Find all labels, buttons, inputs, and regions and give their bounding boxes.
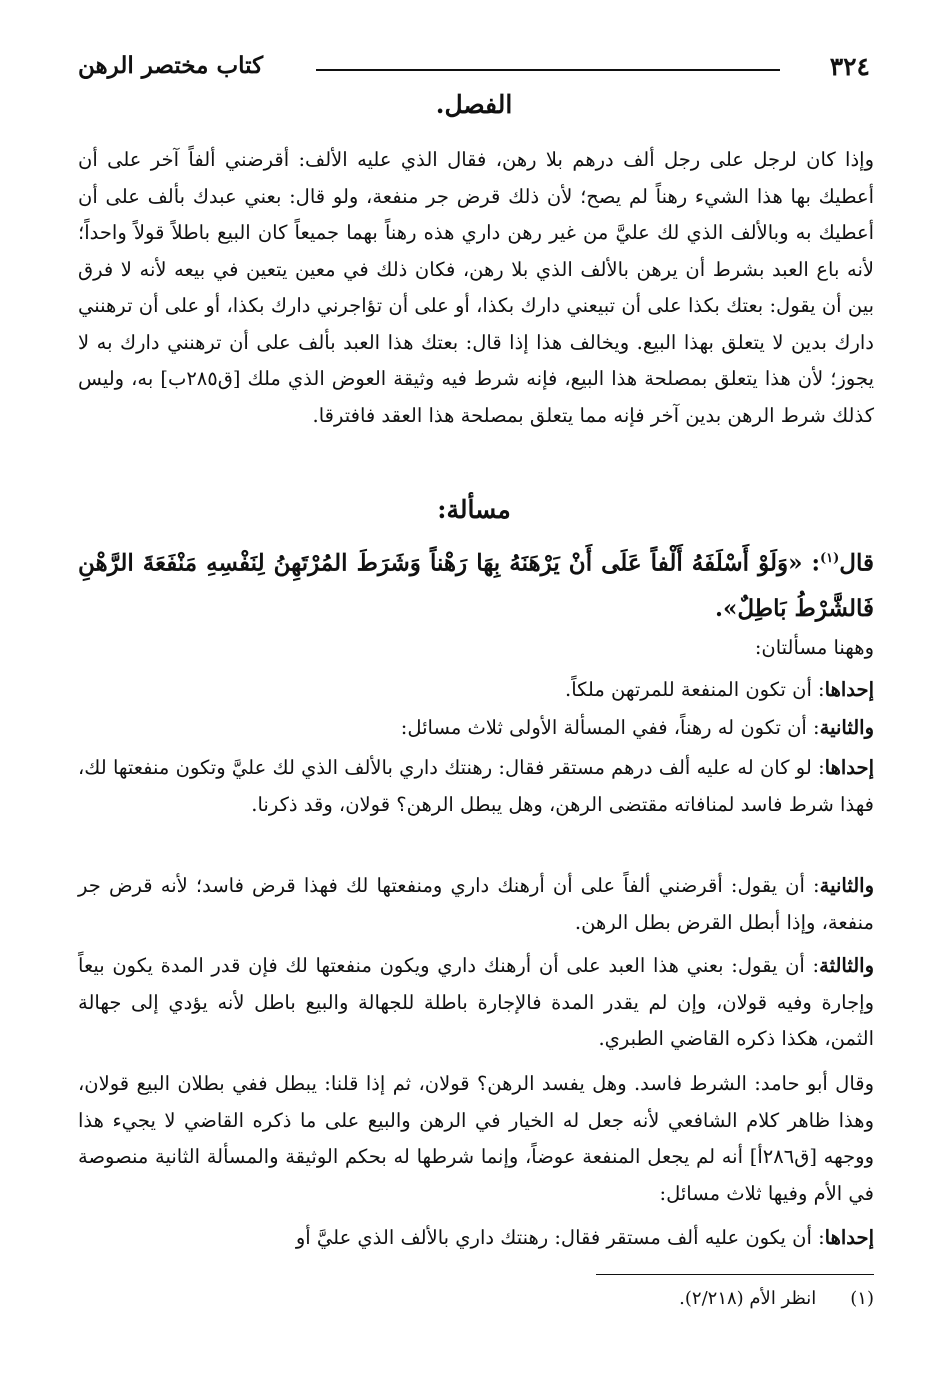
quote-said: قال — [839, 549, 875, 577]
first-case-paragraph — [78, 750, 874, 823]
third-case-paragraph — [78, 948, 874, 1058]
second-case-text: : أن يقول: أقرضني ألفاً على أن أرهنك داري ومنفعتها لك فهذا قرض فاسد؛ لأنه قرض جر منفعة، وإذا أبطل القرض بطل الرهن. — [78, 874, 874, 934]
footnote-rule — [596, 1274, 874, 1275]
two-issues-intro: وههنا مسألتان: — [754, 636, 874, 659]
book-title: كتاب مختصر الرهن — [78, 52, 264, 79]
third-case-text: : أن يقول: بعني هذا العبد على أن أرهنك داري ويكون منفعتها لك فإن قدر المدة يكون بيعاً وإجارة وفيه قولان، وإن لم يقدر المدة فالإجارة باطلة للجهالة والبيع باطل لأنه يؤدي إلى جهالة الثمن، هكذا ذكره القاضي الطبري. — [78, 954, 874, 1050]
footnote — [274, 1288, 874, 1309]
intro-paragraph: وإذا كان لرجل على رجل ألف درهم بلا رهن، فقال الذي عليه الألف: أقرضني ألفاً آخر على أن أعطيك بها هذا الشيء رهناً لم يصح؛ لأن ذلك قرض جر منفعة، ولو قال: بعني عبدك بألف على أن أعطيك به وبالألف الذي لك عليَّ من غير رهن داري هذه رهناً بهما جميعاً كان البيع باطلاً قولاً واحداً؛ لأنه باع العبد بشرط أن يرهن بالألف الذي بلا رهن، فكان ذلك في معين يتعين في بيعه لأنه لا فرق بين أن يقول: بعتك بكذا على أن تبيعني دارك بكذا، أو على أن تؤاجرني دارك بكذا، أو على أن ترهنني دارك بدين لا يتعلق بهذا البيع. ويخالف هذا إذا قال: بعتك هذا العبد بألف على أن ترهنني دارك به لا يجوز؛ لأن هذا يتعلق بمصلحة هذا البيع، فإنه شرط فيه وثيقة العوض الذي ملك [ق٢٨٥ب] به، وليس كذلك شرط الرهن بدين آخر فإنه مما يتعلق بمصلحة هذا العقد فافترقا. — [78, 148, 874, 427]
second-case-paragraph — [78, 868, 874, 941]
footnote-reference: (١) — [820, 551, 840, 566]
section-title: الفصل. — [435, 90, 513, 119]
issue-title: مسألة: — [437, 495, 511, 524]
second-case-label: والثانية — [819, 874, 874, 897]
third-case-label: والثالثة — [819, 954, 874, 977]
running-header — [78, 52, 870, 88]
footnote-text: انظر الأم (٢/٢١٨). — [679, 1288, 817, 1309]
quote-separator: : — [802, 549, 820, 577]
first-case-label: إحداها — [824, 756, 874, 779]
last-case-paragraph — [78, 1220, 874, 1257]
issue-two — [78, 710, 874, 747]
quoted-text — [78, 536, 874, 631]
issue-one — [78, 672, 874, 709]
issue-one-text: : أن تكون المنفعة للمرتهن ملكاً. — [565, 678, 825, 701]
first-case-text: : لو كان له عليه ألف درهم مستقر فقال: رهنتك داري بالألف الذي لك عليَّ وتكون منفعتها لك، فهذا شرط فاسد لمنافاته مقتضى الرهن، وهل يبطل الرهن؟ قولان، وقد ذكرنا. — [78, 756, 874, 816]
last-case-text: : أن يكون عليه ألف مستقر فقال: رهنتك داري بالألف الذي عليَّ أو — [295, 1226, 825, 1249]
issue-two-label: والثانية — [819, 716, 874, 739]
last-case-label: إحداها — [824, 1226, 874, 1249]
header-rule — [316, 69, 780, 71]
issue-two-text: : أن تكون له رهناً، ففي المسألة الأولى ثلاث مسائل: — [400, 716, 820, 739]
issue-one-label: إحداها — [824, 678, 874, 701]
abu-hamid-paragraph: وقال أبو حامد: الشرط فاسد. وهل يفسد الرهن؟ قولان، ثم إذا قلنا: يبطل ففي بطلان البيع قولان، وهذا ظاهر كلام الشافعي لأنه جعل له الخيار في الرهن والبيع على ما ذكره القاضي لا يجيء هذا ووجهه [ق٢٨٦أ] أنه لم يجعل المنفعة عوضاً، وإنما شرطها له بحكم الوثيقة والمسألة الثانية منصوصة في الأم وفيها ثلاث مسائل: — [78, 1072, 874, 1205]
page-number: ٣٢٤ — [829, 52, 870, 81]
footnote-number: (١) — [850, 1288, 874, 1309]
quote-body: «وَلَوْ أَسْلَفَهُ أَلْفاً عَلَى أَنْ يَرْهَنَهُ بِهَا رَهْناً وَشَرَطَ المُرْتَهِنُ لِنَفْسِهِ مَنْفَعَةَ الرَّهْنِ فَالشَّرْطُ بَاطِلٌ». — [78, 549, 874, 622]
